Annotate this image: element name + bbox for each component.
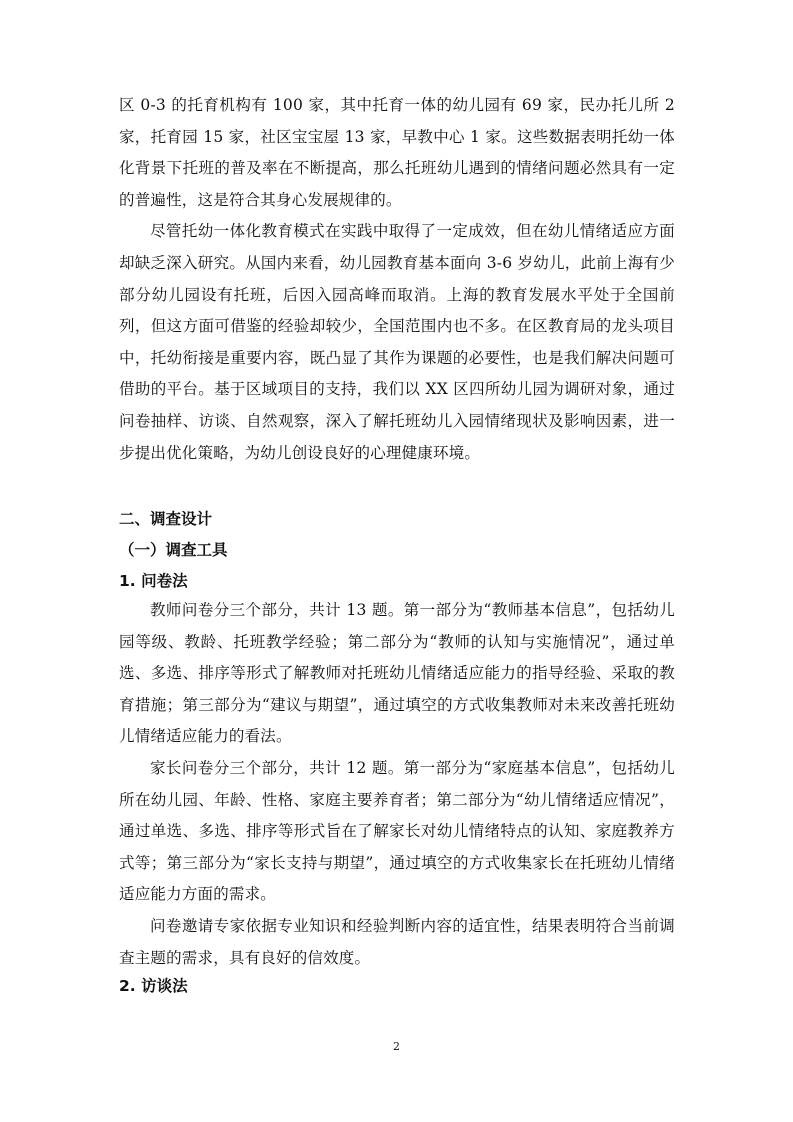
section-heading: 二、调查设计 (119, 510, 213, 528)
intro-paragraph-continued: 区 0-3 的托育机构有 100 家，其中托育一体的幼儿园有 69 家，民办托儿所 2 家，托育园 15 家，社区宝宝屋 13 家，早教中心 1 家。这些数据表明托幼一体化背景下托班的普及率在不断提高，那么托班幼儿遇到的情绪问题必然具有一定的普遍性，这是符合其身心发展规律的。 (119, 96, 675, 209)
page-number: 2 (393, 1040, 400, 1053)
method2-heading: 2. 访谈法 (119, 977, 188, 995)
method1-heading: 1. 问卷法 (119, 572, 188, 590)
intro-block (119, 90, 675, 469)
subsection-heading: （一）调查工具 (119, 541, 228, 559)
parent-questionnaire-paragraph: 家长问卷分三个部分，共计 12 题。第一部分为“家庭基本信息”，包括幼儿所在幼儿园、年龄、性格、家庭主要养育者；第二部分为“幼儿情绪适应情况”，通过单选、多选、排序等形式旨在了解家长对幼儿情绪特点的认知、家庭教养方式等；第三部分为“家长支持与期望”，通过填空的方式收集家长在托班幼儿情绪适应能力方面的需求。 (119, 758, 675, 904)
validity-paragraph: 问卷邀请专家依据专业知识和经验判断内容的适宜性，结果表明符合当前调查主题的需求，具有良好的信效度。 (119, 916, 675, 967)
questionnaire-block (119, 595, 675, 974)
teacher-questionnaire-paragraph: 教师问卷分三个部分，共计 13 题。第一部分为“教师基本信息”，包括幼儿园等级、教龄、托班教学经验；第二部分为“教师的认知与实施情况”，通过单选、多选、排序等形式了解教师对托班幼儿情绪适应能力的指导经验、采取的教育措施；第三部分为“建议与期望”，通过填空的方式收集教师对未来改善托班幼儿情绪适应能力的看法。 (119, 601, 675, 746)
intro-paragraph: 尽管托幼一体化教育模式在实践中取得了一定成效，但在幼儿情绪适应方面却缺乏深入研究。从国内来看，幼儿园教育基本面向 3-6 岁幼儿，此前上海有少部分幼儿园设有托班，后因入园高峰而取消。上海的教育发展水平处于全国前列，但这方面可借鉴的经验却较少，全国范围内也不多。在区教育局的龙头项目中，托幼衔接是重要内容，既凸显了其作为课题的必要性，也是我们解决问题可借助的平台。基于区域项目的支持，我们以 XX 区四所幼儿园为调研对象，通过问卷抽样、访谈、自然观察，深入了解托班幼儿入园情绪现状及影响因素，进一步提出优化策略，为幼儿创设良好的心理健康环境。 (119, 222, 675, 462)
